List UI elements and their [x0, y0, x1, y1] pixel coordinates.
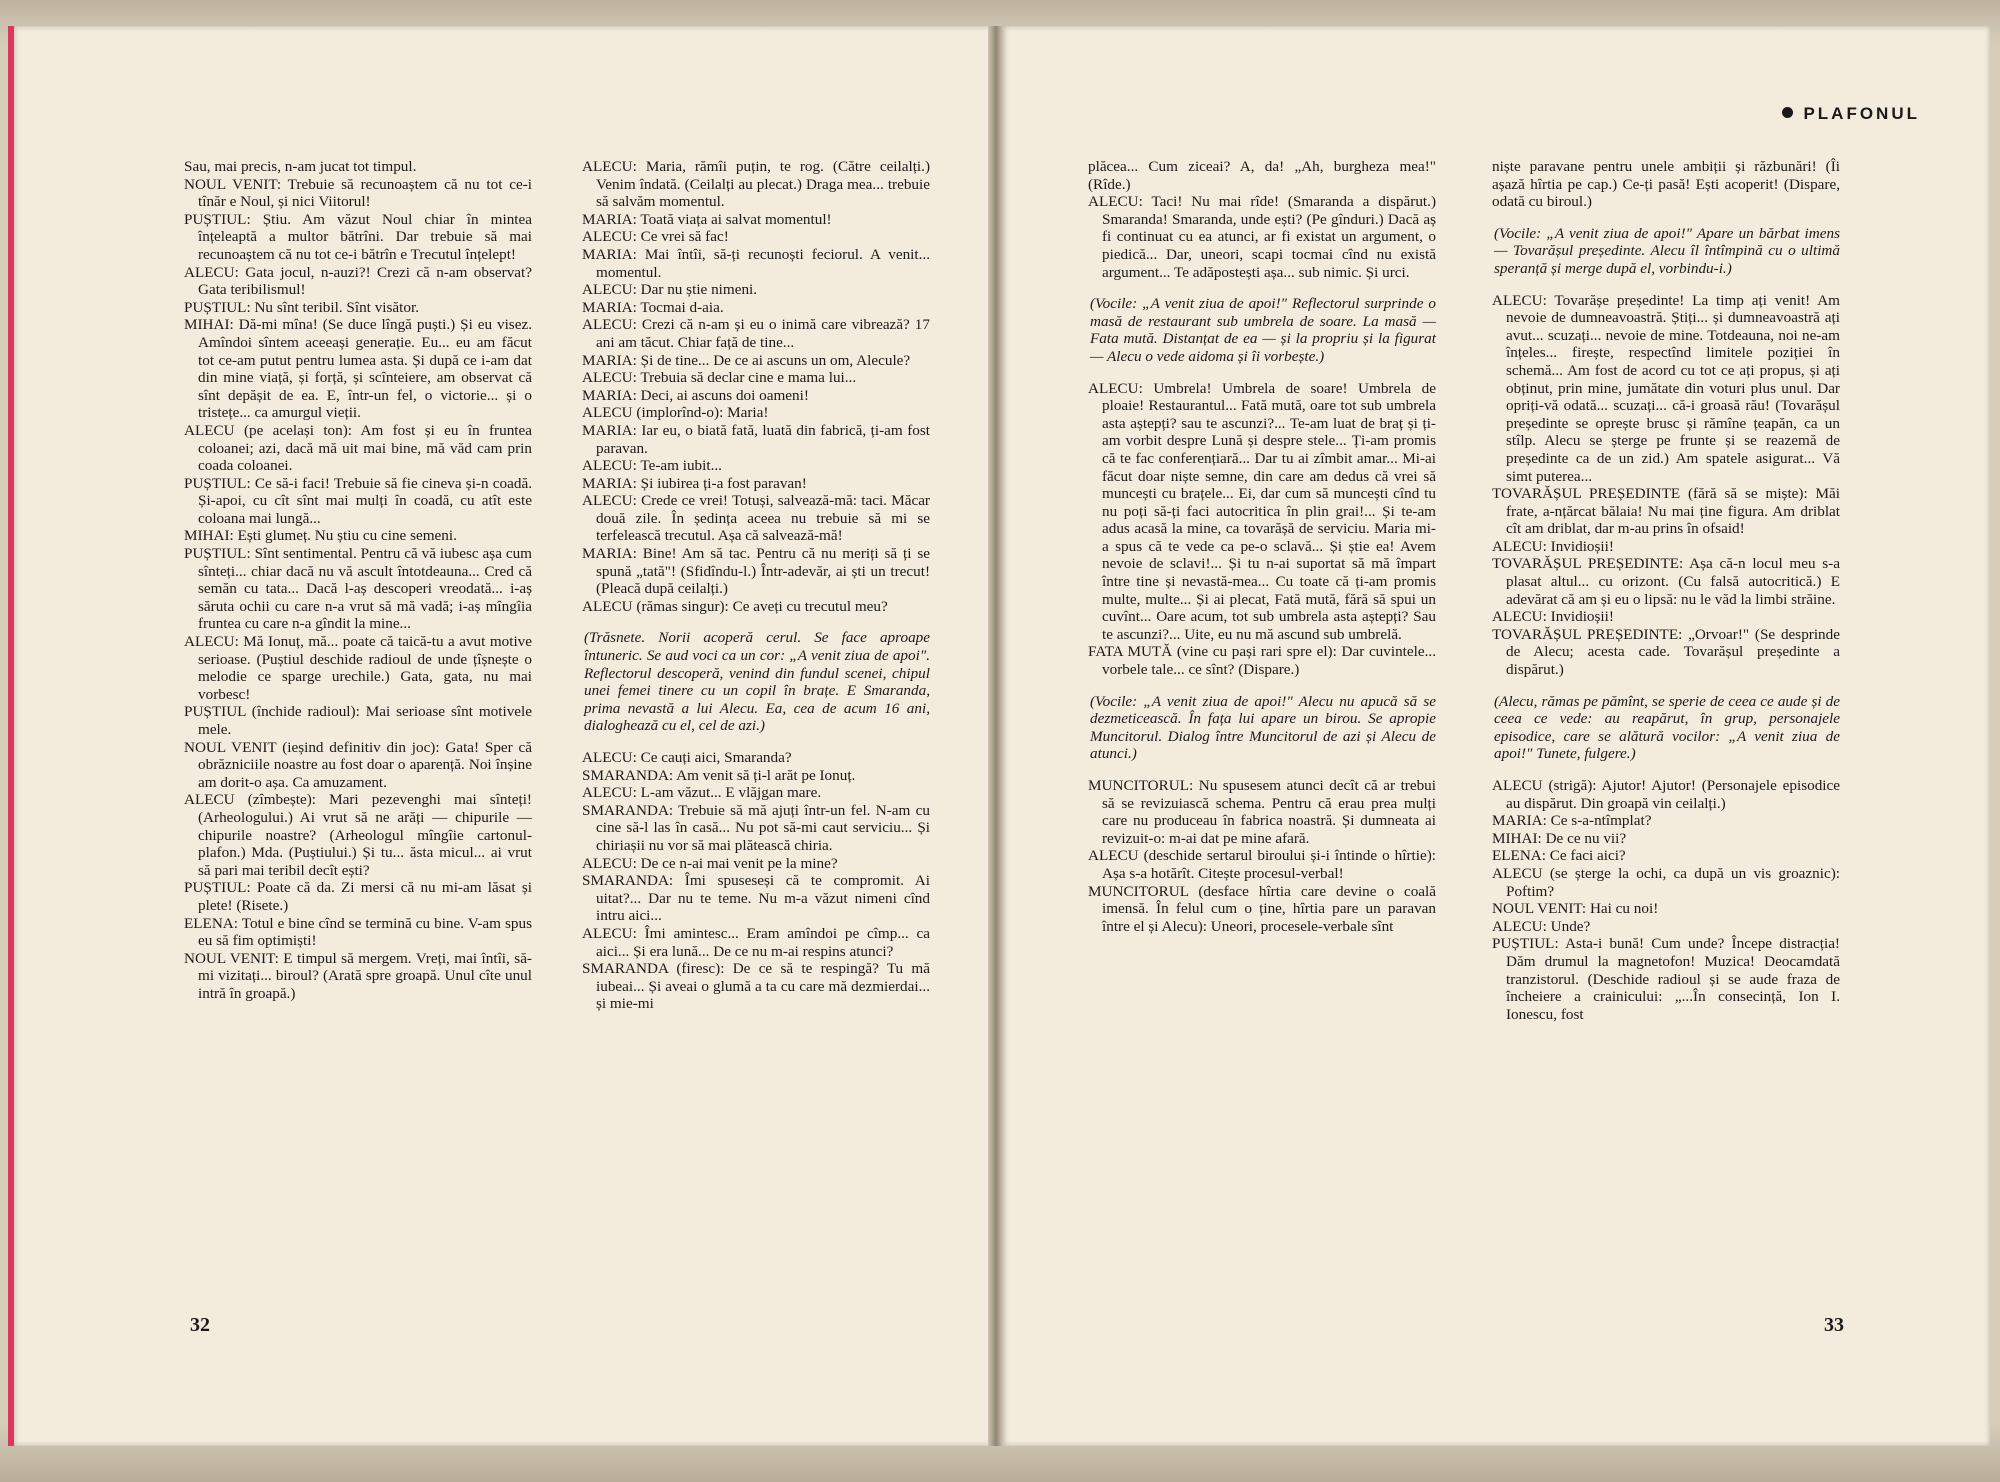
dialogue-line: ALECU: Ce cauți aici, Smaranda?: [582, 749, 792, 766]
dialogue-line: ALECU (se șterge la ochi, ca după un vis groaznic): Poftim?: [1492, 864, 1840, 900]
dialogue-line: MARIA: Ce s-a-ntîmplat?: [1492, 812, 1652, 830]
dialogue-line: MUNCITORUL: Nu spusesem atunci decît că ar trebui să se revizuiască schema. Pentru că erau prea mulți care nu produceau în fabrica noastră. Și dumneata ai revizuit-o: m-ai dat pe mine afară.: [1088, 777, 1436, 847]
page-number-left: 32: [190, 1314, 210, 1336]
stage-direction: (Vocile: „A venit ziua de apoi!" Apare un bărbat imens — Tovarășul președinte. Alecu îl întîmpină cu o ultimă speranță și merge după el, vorbindu-i.): [1494, 224, 1840, 277]
dialogue-line: PUȘTIUL: Sînt sentimental. Pentru că vă iubesc așa cum sînteți... chiar dacă nu vă ascult întotdeauna... Cred că semăn cu tata... Dacă l-aș descoperi vreodată... i-aș săruta ochii cu care n-a vrut să mă vadă; i-aș mîngîia fruntea cu care n-a gîndit la mine...: [184, 545, 532, 633]
dialogue-line: ALECU: Taci! Nu mai rîde! (Smaranda a dispărut.) Smaranda! Smaranda, unde ești? (Pe gînduri.) Dacă aș fi continuat cu ea atunci, ar fi existat un argument, o piedică... Dar, uneori, scapi tocmai cînd nu există argument... Te adăpostești așa... sub nimic. Și urci.: [1088, 193, 1436, 281]
dialogue-line: SMARANDA (firesc): De ce să te respingă? Tu mă iubeai... Și aveai o glumă a ta cu care mă dezmierdai... și mie-mi: [582, 960, 930, 1013]
dialogue-line: ALECU: Trebuia să declar cine e mama lui...: [582, 369, 857, 387]
book-gutter: [988, 26, 1004, 1446]
dialogue-line: NOUL VENIT: E timpul să mergem. Vreți, mai întîi, să-mi vizitați... biroul? (Arată spre groapă. Unul cîte unul intră în groapă.): [184, 949, 532, 1002]
dialogue-line: ALECU: Umbrela! Umbrela de soare! Umbrela de ploaie! Restaurantul... Fată mută, oare tot sub umbrela asta aștepți? sau te ascunzi?... Te-am luat de braț și ți-am vorbit despre Lună și despre stele... Ți-am promis că te fac conferențiară... Dar tu ai zîmbit amar... Mi-ai făcut doar niște semne, din care am dedus că vrei să muncești cu brațele... Ei, dar cum să muncești cînd tu nu poți să-ți faci autocritica în plin grai!... Și te-am adus acasă la mine, ca tovarășă de serviciu. Maria mi-a spus că te vede ca pe-o sclavă... Și știe ea! Avem nevoie de sclavi!... Și tu n-ai suportat să mă împart între tine și nevastă-mea... Cu toate că ți-am promis multe, multe... Și ai plecat, Fată mută, fără să spui un cuvînt... Oare acum, tot sub umbrela asta aștepți? Sau te ascunzi?... Uite, eu nu mă ascund sub umbrelă.: [1088, 379, 1436, 643]
left-page-column-1: [184, 158, 532, 1003]
section-title: PLAFONUL: [1803, 104, 1920, 123]
dialogue-line: ALECU: Invidioșii!: [1492, 537, 1614, 555]
dialogue-line: ALECU: Îmi amintesc... Eram amîndoi pe cîmp... ca aici... Și era lună... De ce nu m-ai respins atunci?: [582, 924, 930, 960]
dialogue-line: TOVARĂȘUL PREȘEDINTE: „Orvoar!" (Se desprinde de Alecu; acesta cade. Tovarășul președinte a dispărut.): [1492, 625, 1840, 679]
dialogue-line: PUȘTIUL: Ce să-i faci! Trebuie să fie cineva și-n coadă. Și-apoi, cu cît sînt mai mulți în coadă, cu atît este coloana mai lungă...: [184, 474, 532, 527]
dialogue-line: PUȘTIUL: Poate că da. Zi mersi că nu mi-am lăsat și plete! (Risete.): [184, 879, 532, 914]
dialogue-line: ALECU: Te-am iubit...: [582, 457, 722, 475]
bullet-dot-icon: [1782, 107, 1793, 118]
dialogue-line: ALECU (implorînd-o): Maria!: [582, 404, 769, 422]
dialogue-line: ALECU: Mă Ionuț, mă... poate că taică-tu a avut motive serioase. (Puștiul deschide radioul de unde țîșnește o melodie ce sparge urechile.) Gata, gata, nu mai vorbesc!: [184, 633, 532, 703]
dialogue-line: ALECU (strigă): Ajutor! Ajutor! (Personajele episodice au dispărut. Din groapă vin ceilalți.): [1492, 777, 1840, 812]
dialogue-line: ALECU: Gata jocul, n-auzi?! Crezi că n-am observat? Gata teribilismul!: [184, 263, 532, 299]
right-page-column-1: [1088, 158, 1436, 935]
dialogue-line: FATA MUTĂ (vine cu pași rari spre el): Dar cuvintele... vorbele tale... ce sînt? (Dispare.): [1088, 643, 1436, 679]
dialogue-line: SMARANDA: Îmi spuseseși că te compromit. Ai uitat?... Dar nu te teme. Nu m-a văzut nimeni cînd intru aici...: [582, 872, 930, 925]
dialogue-line: ALECU: L-am văzut... E vlăjgan mare.: [582, 784, 822, 802]
dialogue-line: ELENA: Totul e bine cînd se termină cu bine. V-am spus eu să fim optimiști!: [184, 914, 532, 950]
dialogue-line: PUȘTIUL: Nu sînt teribil. Sînt visător.: [184, 298, 419, 316]
dialogue-line: MARIA: Iar eu, o biată fată, luată din fabrică, ți-am fost paravan.: [582, 421, 930, 457]
dialogue-line: Sau, mai precis, n-am jucat tot timpul.: [184, 158, 417, 175]
dialogue-line: ALECU (pe același ton): Am fost și eu în fruntea coloanei; azi, dacă mă uit mai bine, mă văd cam prin coada coloanei.: [184, 421, 532, 475]
dialogue-line: MIHAI: Ești glumeț. Nu știu cu cine semeni.: [184, 527, 457, 545]
stage-direction: (Vocile: „A venit ziua de apoi!" Alecu nu apucă să se dezmeticească. În fața lui apare un birou. Se apropie Muncitorul. Dialog între Muncitorul de azi și Alecu de atunci.): [1090, 692, 1436, 763]
right-page-column-2: [1492, 158, 1840, 1023]
dialogue-line: MARIA: Tocmai d-aia.: [582, 298, 724, 316]
dialogue-line: ALECU (rămas singur): Ce aveți cu trecutul meu?: [582, 597, 888, 615]
dialogue-line: ALECU: Ce vrei să fac!: [582, 228, 729, 246]
dialogue-line: ALECU: De ce n-ai mai venit pe la mine?: [582, 854, 838, 872]
left-page-column-2: [582, 158, 930, 1013]
dialogue-line: NOUL VENIT: Trebuie să recunoaștem că nu tot ce-i tînăr e Noul, și nici Viitorul!: [184, 175, 532, 211]
dialogue-line: SMARANDA: Am venit să ți-l arăt pe Ionuț.: [582, 766, 856, 784]
dialogue-line: MARIA: Și iubirea ți-a fost paravan!: [582, 474, 807, 492]
dialogue-line: MARIA: Bine! Am să tac. Pentru că nu meriți să ți se spună „tată"! (Sfidîndu-l.) Într-adevăr, ai ști un trecut! (Pleacă după ceilalți.): [582, 545, 930, 598]
running-header: [1782, 104, 1920, 124]
dialogue-line: ALECU (zîmbește): Mari pezevenghi mai sînteți! (Arheologului.) Ai vrut să ne arăți — chipurile — chipurile noastre? (Arheologul mîngîie cartonul-plafon.) Mda. (Puștiului.) Și tu... ăsta micul... ai vrut să pari mai teribil decît ești?: [184, 791, 532, 879]
dialogue-line: MARIA: Și de tine... De ce ai ascuns un om, Alecule?: [582, 351, 911, 369]
dialogue-line: PUȘTIUL: Asta-i bună! Cum unde? Începe distracția! Dăm drumul la magnetofon! Muzica! Deocamdată tranzistorul. (Deschide radioul și se aude fraza de încheiere a crainicului: „...În consecință, Ion I. Ionescu, fost: [1492, 935, 1840, 1023]
dialogue-line: ALECU: Unde?: [1492, 917, 1591, 935]
dialogue-line: MARIA: Deci, ai ascuns doi oameni!: [582, 386, 809, 404]
dialogue-line: ALECU: Maria, rămîi puțin, te rog. (Către ceilalți.) Venim îndată. (Ceilalți au plecat.) Draga mea... trebuie să salvăm momentul.: [582, 158, 930, 211]
dialogue-line: MIHAI: De ce nu vii?: [1492, 829, 1627, 847]
dialogue-line: MARIA: Mai întîi, să-ți recunoști feciorul. A venit... momentul.: [582, 245, 930, 281]
dialogue-line: NOUL VENIT: Hai cu noi!: [1492, 900, 1659, 918]
stage-direction: (Alecu, rămas pe pămînt, se sperie de ceea ce aude și de ceea ce vede: au reapărut, în grup, personajele episodice, care se alătură vocilor: „A venit ziua de apoi!" Tunete, fulgere.): [1494, 692, 1840, 763]
dialogue-line: SMARANDA: Trebuie să mă ajuți într-un fel. N-am cu cine să-l las în casă... Nu pot să-mi caut serviciu... Și chiriașii nu vor să mai plătească chiria.: [582, 801, 930, 854]
left-page: [8, 26, 994, 1446]
dialogue-line: TOVARĂȘUL PREȘEDINTE: Așa că-n locul meu s-a plasat altul... cu orizont. (Cu falsă autocritică.) E adevărat că am și eu o lipsă: nu le văd la limbi străine.: [1492, 555, 1840, 608]
right-page: [1004, 26, 1990, 1446]
dialogue-line: MIHAI: Dă-mi mîna! (Se duce lîngă puști.) Și eu visez. Amîndoi sîntem aceeași generație. Eu... eu am făcut tot ce-am putut pentru lumea asta. Și după ce i-am dat din mine viață, și forță, și scînteiere, am observat că sînt depășit de ea. E, într-un fel, o victorie... și o tristețe... ca amurgul vieții.: [184, 316, 532, 422]
dialogue-line: MUNCITORUL (desface hîrtia care devine o coală imensă. În felul cum o ține, hîrtia pare un paravan între el și Alecu): Uneori, procesele-verbale sînt: [1088, 882, 1436, 935]
dialogue-line: ALECU: Crede ce vrei! Totuși, salvează-mă: taci. Măcar două zile. În ședința aceea nu trebuie să mi se terfelească trecutul. Așa că salvează-mă!: [582, 492, 930, 545]
stage-direction: (Vocile: „A venit ziua de apoi!" Reflectorul surprinde o masă de restaurant sub umbrela de soare. La masă — Fata mută. Distanțat de ea — și la propriu și la figurat — Alecu o vede aidoma și îi vorbește.): [1090, 295, 1436, 365]
dialogue-line: plăcea... Cum ziceai? A, da! „Ah, burgheza mea!" (Rîde.): [1088, 158, 1436, 193]
dialogue-line: ALECU: Crezi că n-am și eu o inimă care vibrează? 17 ani am tăcut. Chiar față de tine...: [582, 316, 930, 351]
dialogue-line: ELENA: Ce faci aici?: [1492, 847, 1626, 865]
dialogue-line: ALECU (deschide sertarul biroului și-i întinde o hîrtie): Așa s-a hotărît. Citește procesul-verbal!: [1088, 847, 1436, 882]
page-number-right: 33: [1824, 1314, 1844, 1336]
dialogue-line: MARIA: Toată viața ai salvat momentul!: [582, 210, 832, 228]
dialogue-line: PUȘTIUL (închide radioul): Mai serioase sînt motivele mele.: [184, 703, 532, 738]
dialogue-line: PUȘTIUL: Știu. Am văzut Noul chiar în mintea înțeleaptă a multor bătrîni. Dar trebuie să mai recunoaștem că nu tot ce-i bătrîn e Trecutul înțelept!: [184, 210, 532, 263]
dialogue-line: TOVARĂȘUL PREȘEDINTE (fără să se miște): Măi frate, a-nțărcat bălaia! Nu mai ține figura. Am driblat cît am driblat, dar m-au prins în ofsaid!: [1492, 485, 1840, 538]
dialogue-line: ALECU: Invidioșii!: [1492, 608, 1614, 626]
dialogue-line: ALECU: Dar nu știe nimeni.: [582, 281, 758, 299]
dialogue-line: niște paravane pentru unele ambiții și răzbunări! (Îi așază hîrtia pe cap.) Ce-ți pasă! Ești acoperit! (Dispare, odată cu biroul.): [1492, 158, 1840, 211]
stage-direction: (Trăsnete. Norii acoperă cerul. Se face aproape întuneric. Se aud voci ca un cor: „A venit ziua de apoi". Reflectorul descoperă, venind din fundul scenei, chipul unei femei tinere cu un copil în brațe. E Smaranda, prima nevastă a lui Alecu. Ea, cea de acum 16 ani, dialoghează cu el, cel de azi.): [584, 629, 930, 735]
dialogue-line: ALECU: Tovarășe președinte! La timp ați venit! Am nevoie de dumneavoastră. Știți... și dumneavoastră ați avut... scuzați... nevoie de mine. Totdeauna, noi ne-am înțeles... firește, respectînd limitele poziției în schemă... Am fost de acord cu tot ce ați propus, și ați obținut, prin mine, jumătate din voturi plus unul. Dar opriți-vă odată... scuzați... că-i groasă rău! (Tovarășul președinte se oprește brusc și rămîne țeapăn, ca un stîlp. Alecu se șterge pe frunte și se reazemă de președinte ca de un zid.) Am spatele asigurat... Vă simt puterea...: [1492, 291, 1840, 485]
dialogue-line: NOUL VENIT (ieșind definitiv din joc): Gata! Sper că obrăzniciile noastre au fost doar o aparență. Noi înșine am dorit-o așa. Ca amuzament.: [184, 738, 532, 791]
